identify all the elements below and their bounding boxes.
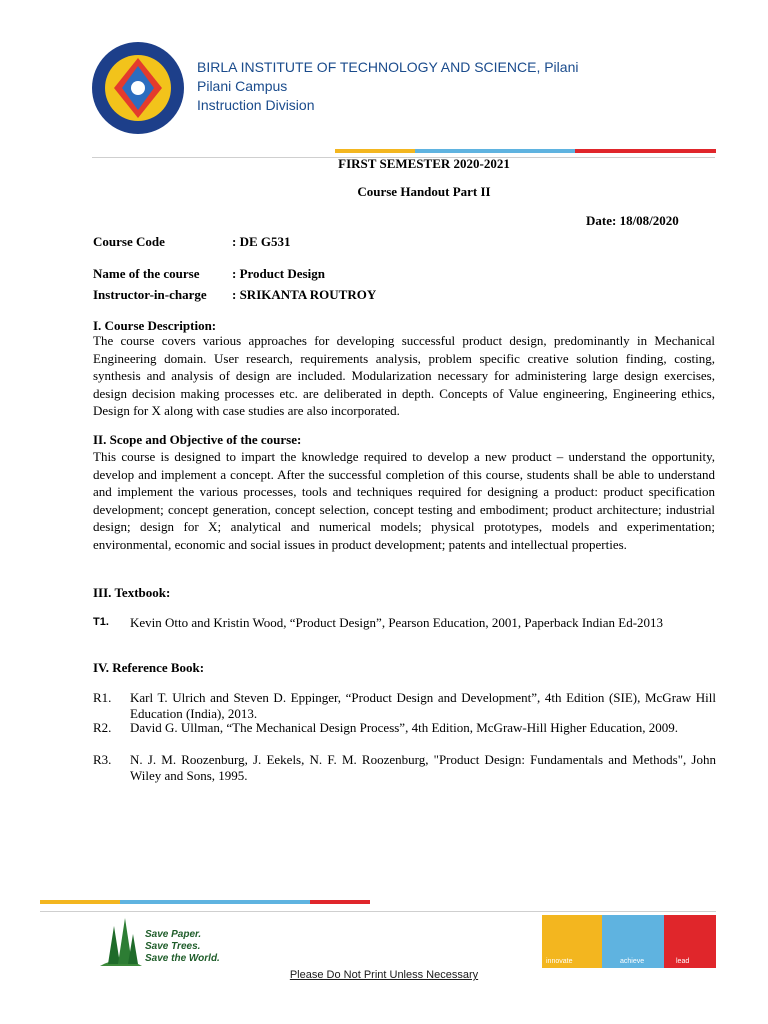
textbook-label: T1. [93,616,109,628]
achieve-label: achieve [620,958,645,965]
print-note: Please Do Not Print Unless Necessary [289,969,479,981]
save-paper-slogan [145,929,220,965]
course-name-label: Name of the course [93,266,200,281]
slogan-line: Save Paper. [145,929,202,940]
description-heading: I. Course Description: [93,318,217,333]
textbook-text: Kevin Otto and Kristin Wood, “Product Design”, Pearson Education, 2001, Paperback Indian Ed-2013 [130,615,664,630]
reference-label: R3. [93,752,112,767]
handout-title: Course Handout Part II [357,184,491,199]
innovate-label: innovate [546,958,573,965]
reference-text: N. J. M. Roozenburg, J. Eekels, N. F. M. Roozenburg, "Product Design: Fundamentals and Methods", John Wiley and Sons, 1995. [130,752,716,783]
bits-logo [90,40,186,136]
scope-text: This course is designed to impart the knowledge required to develop a new product – understand the opportunity, develop and implement a concept. After the successful completion of this course, students shall be able to understand and implement the various processes, tools and techniques required for designing a product: product specification development; concept generation, concept selection, concept testing and embodiment; product architecture; industrial design; design for X; analytical and numerical models; physical prototypes, models and experimentation; environmental, economic and social issues in product development; patents and intellectual properties. [93,449,715,552]
lead-block [664,915,716,968]
course-code-value: : DE G531 [232,234,291,249]
reference-text: David G. Ullman, “The Mechanical Design Process”, 4th Edition, McGraw-Hill Higher Education, 2009. [130,720,679,735]
achieve-block [602,915,664,968]
reference-label: R1. [93,690,112,705]
semester-title: FIRST SEMESTER 2020-2021 [338,156,510,171]
slogan-line: Save Trees. [145,941,201,952]
description-text: The course covers various approaches for developing successful product design, predominantly in Mechanical Engineering domain. User research, requirements analysis, problem specific creative solution finding, costing, synthesis and analysis of design are included. Modularization necessary for administering large design exercises, design decision making processes etc. are deliberated in depth. Concepts of Value engineering, Engineering ethics, Design for X along with case studies are also incorporated. [93,333,715,419]
reference-label: R2. [93,720,112,735]
reference-heading: IV. Reference Book: [93,660,205,675]
instructor-value: : SRIKANTA ROUTROY [232,287,377,302]
bottom-divider [40,911,716,912]
innovate-block [542,915,602,968]
header-block [197,58,578,115]
document-date: Date: 18/08/2020 [586,213,679,228]
trees-icon [98,916,144,968]
course-name-value: : Product Design [232,266,325,281]
instructor-label: Instructor-in-charge [93,287,207,302]
division-name: Instruction Division [197,97,315,113]
textbook-heading: III. Textbook: [93,585,171,600]
institute-name: BIRLA INSTITUTE OF TECHNOLOGY AND SCIENCE, Pilani [197,59,579,75]
campus-name: Pilani Campus [197,78,288,94]
reference-text: Karl T. Ulrich and Steven D. Eppinger, “Product Design and Development”, 4th Edition (SIE), McGraw Hill Education (India), 2013. [130,690,716,721]
lead-label: lead [676,958,690,965]
bottom-color-bar [40,900,370,904]
slogan-line: Save the World. [145,953,220,964]
course-code-label: Course Code [93,234,165,249]
scope-heading: II. Scope and Objective of the course: [93,432,302,447]
top-color-bar [335,149,716,153]
